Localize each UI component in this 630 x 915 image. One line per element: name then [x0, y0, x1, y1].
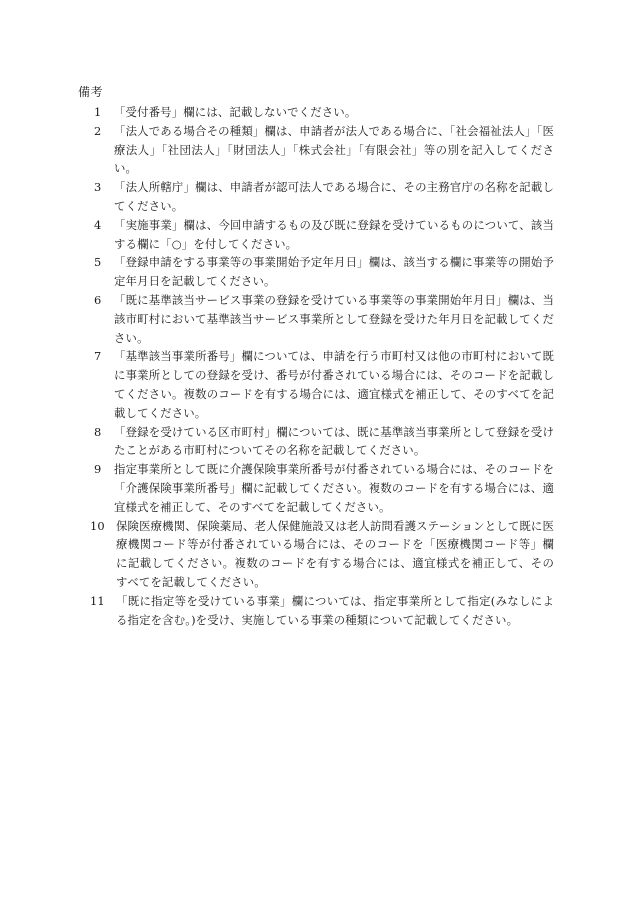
- note-text: 「登録を受けている区市町村」欄については、既に基準該当事業所として登録を受けたことがある市町村についてその名称を記載してください。: [114, 424, 554, 458]
- notes-list: [90, 103, 554, 629]
- note-number: 11: [90, 593, 105, 608]
- note-text: 「実施事業」欄は、今回申請するもの及び既に登録を受けているものについて、該当する欄に「○」を付してください。: [114, 217, 554, 251]
- note-text: 「基準該当事業所番号」欄については、申請を行う市町村又は他の市町村において既に事業所としての登録を受け、番号が付番されている場合には、そのコードを記載してください。複数のコードを有する場合には、適宜様式を補正して、そのすべてを記載してください。: [114, 349, 554, 420]
- note-number: 4: [94, 217, 102, 232]
- note-number: 7: [94, 349, 102, 364]
- note-item: [94, 423, 554, 461]
- note-text: 「法人所轄庁」欄は、申請者が認可法人である場合に、その主務官庁の名称を記載してください。: [114, 180, 554, 213]
- note-text: 指定事業所として既に介護保険事業所番号が付番されている場合には、そのコードを「介護保険事業所番号」欄に記載してください。複数のコードを有する場合には、適宜様式を補正して、そのすべてを記載してください。: [114, 462, 554, 514]
- note-text: 「受付番号」欄には、記載しないでください。: [114, 105, 357, 119]
- note-item: [90, 592, 554, 630]
- note-item: [94, 122, 554, 178]
- note-item: [94, 216, 554, 254]
- note-number: 6: [94, 292, 102, 307]
- note-text: 「既に指定等を受けている事業」欄については、指定事業所として指定(みなしによる指定を含む。)を受け、実施している事業の種類について記載してください。: [116, 593, 554, 627]
- note-item: [94, 103, 554, 122]
- note-number: 8: [94, 424, 102, 439]
- note-text: 保険医療機関、保険薬局、老人保健施設又は老人訪問看護ステーションとして既に医療機関コード等が付番されている場合には、そのコードを「医療機関コード等」欄に記載してください。複数のコードを有する場合には、適宜様式を補正して、そのすべてを記載してください。: [116, 518, 554, 589]
- note-item: [94, 347, 554, 422]
- note-number: 10: [90, 518, 105, 533]
- note-number: 9: [94, 462, 102, 477]
- note-text: 「法人である場合その種類」欄は、申請者が法人である場合に、「社会福祉法人」「医療法人」「社団法人」「財団法人」「株式会社」「有限会社」等の別を記入してください。: [114, 123, 554, 176]
- note-text: 「登録申請をする事業等の事業開始予定年月日」欄は、該当する欄に事業等の開始予定年月日を記載してください。: [114, 255, 554, 289]
- note-item: [94, 178, 554, 216]
- note-item: [90, 517, 554, 592]
- notes-heading: 備考: [78, 85, 104, 99]
- note-number: 1: [94, 105, 102, 119]
- note-text: 「既に基準該当サービス事業の登録を受けている事業等の事業開始年月日」欄は、当該市町村において基準該当サービス事業所として登録を受けた年月日を記載してください。: [114, 292, 554, 345]
- note-item: [94, 253, 554, 291]
- note-item: [94, 460, 554, 516]
- note-number: 3: [94, 180, 102, 195]
- note-number: 5: [94, 255, 102, 270]
- note-number: 2: [94, 123, 102, 138]
- note-item: [94, 291, 554, 347]
